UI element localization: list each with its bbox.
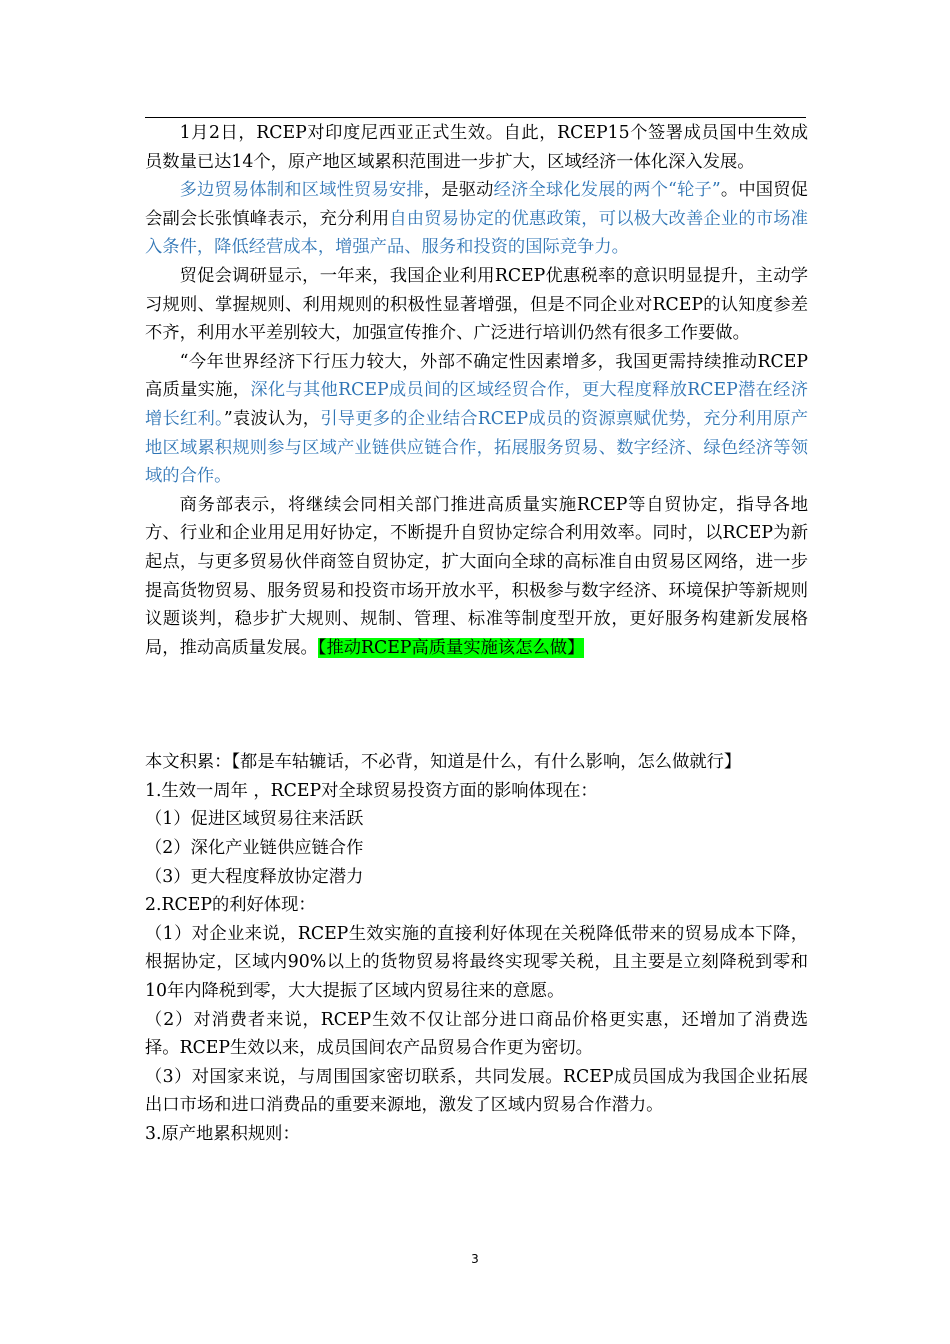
- section-2-title: 2.RCEP的利好体现：: [145, 895, 316, 916]
- spacer: [145, 662, 808, 748]
- emphasis-text: 引导更多的企业结合RCEP成员的资源禀赋优势，充分利用原产地区域累积规则参与区域产业链供应链合作，拓展服务贸易、数字经济、绿色经济等领域的合作。: [145, 408, 809, 487]
- list-item: （2）对消费者来说，RCEP生效不仅让部分进口商品价格更实惠，还增加了消费选择。RCEP生效以来，成员国间农产品贸易合作更为密切。: [145, 1009, 808, 1059]
- list-item: （2）深化产业链供应链合作: [145, 838, 364, 859]
- notes-intro: 本文积累：【都是车轱辘话，不必背，知道是什么，有什么影响，怎么做就行】: [145, 752, 742, 773]
- header-rule: [145, 117, 806, 118]
- section-1-title: 1.生效一周年 ，RCEP对全球贸易投资方面的影响体现在：: [145, 780, 598, 801]
- body-text: ”袁波认为，: [223, 408, 321, 429]
- body-text: “今年世界经济下行压力较大，外部不确定性因素增多，我国更需持续推动RCEP高质量实施，: [145, 351, 808, 401]
- emphasis-text: 经济全球化发展的两个“轮子”: [493, 180, 721, 201]
- section-3-title: 3.原产地累积规则：: [145, 1124, 300, 1144]
- paragraph-2: [145, 176, 808, 262]
- list-item: （3）更大程度释放协定潜力: [145, 866, 364, 887]
- paragraph-5: [145, 491, 808, 663]
- highlighted-tag: 【推动RCEP高质量实施该怎么做】: [317, 637, 585, 658]
- list-item: （3）对国家来说，与周围国家密切联系，共同发展。RCEP成员国成为我国企业拓展出口市场和进口消费品的重要来源地，激发了区域内贸易合作潜力。: [145, 1066, 808, 1116]
- list-item: （1）促进区域贸易往来活跃: [145, 809, 364, 830]
- paragraph-3: 贸促会调研显示，一年来，我国企业利用RCEP优惠税率的意识明显提升，主动学习规则、掌握规则、利用规则的积极性显著增强，但是不同企业对RCEP的认知度参差不齐，利用水平差别较大，加强宣传推介、广泛进行培训仍然有很多工作要做。: [145, 265, 808, 344]
- emphasis-text: 自由贸易协定的优惠政策，可以极大改善企业的市场准入条件，降低经营成本，增强产品、服务和投资的国际竞争力。: [145, 208, 808, 258]
- list-item: （1）对企业来说，RCEP生效实施的直接利好体现在关税降低带来的贸易成本下降，根据协定，区域内90%以上的货物贸易将最终实现零关税，且主要是立刻降税到零和10年内降税到零，大大提振了区域内贸易往来的意愿。: [145, 923, 808, 1002]
- body-text: ，是驱动: [423, 180, 494, 201]
- paragraph-1: 1月2日，RCEP对印度尼西亚正式生效。自此，RCEP15个签署成员国中生效成员数量已达14个，原产地区域累积范围进一步扩大，区域经济一体化深入发展。: [145, 123, 808, 172]
- emphasis-text: 多边贸易体制和区域性贸易安排: [179, 180, 424, 201]
- body-text: 。中国贸促会副会长张慎峰表示，充分利用: [145, 180, 808, 229]
- page-number: 3: [471, 1252, 479, 1266]
- emphasis-text: 深化与其他RCEP成员间的区域经贸合作，更大程度释放RCEP潜在经济增长红利。: [145, 380, 808, 429]
- paragraph-4: [145, 348, 808, 491]
- document-body: [145, 119, 808, 1149]
- body-text: 商务部表示，将继续会同相关部门推进高质量实施RCEP等自贸协定，指导各地方、行业和企业用足用好协定，不断提升自贸协定综合利用效率。同时，以RCEP为新起点，与更多贸易伙伴商签自贸协定，扩大面向全球的高标准自由贸易区网络，进一步提高货物贸易、服务贸易和投资市场开放水平，积极参与数字经济、环境保护等新规则议题谈判，稳步扩大规则、规制、管理、标准等制度型开放，更好服务构建新发展格局，推动高质量发展。: [145, 494, 808, 658]
